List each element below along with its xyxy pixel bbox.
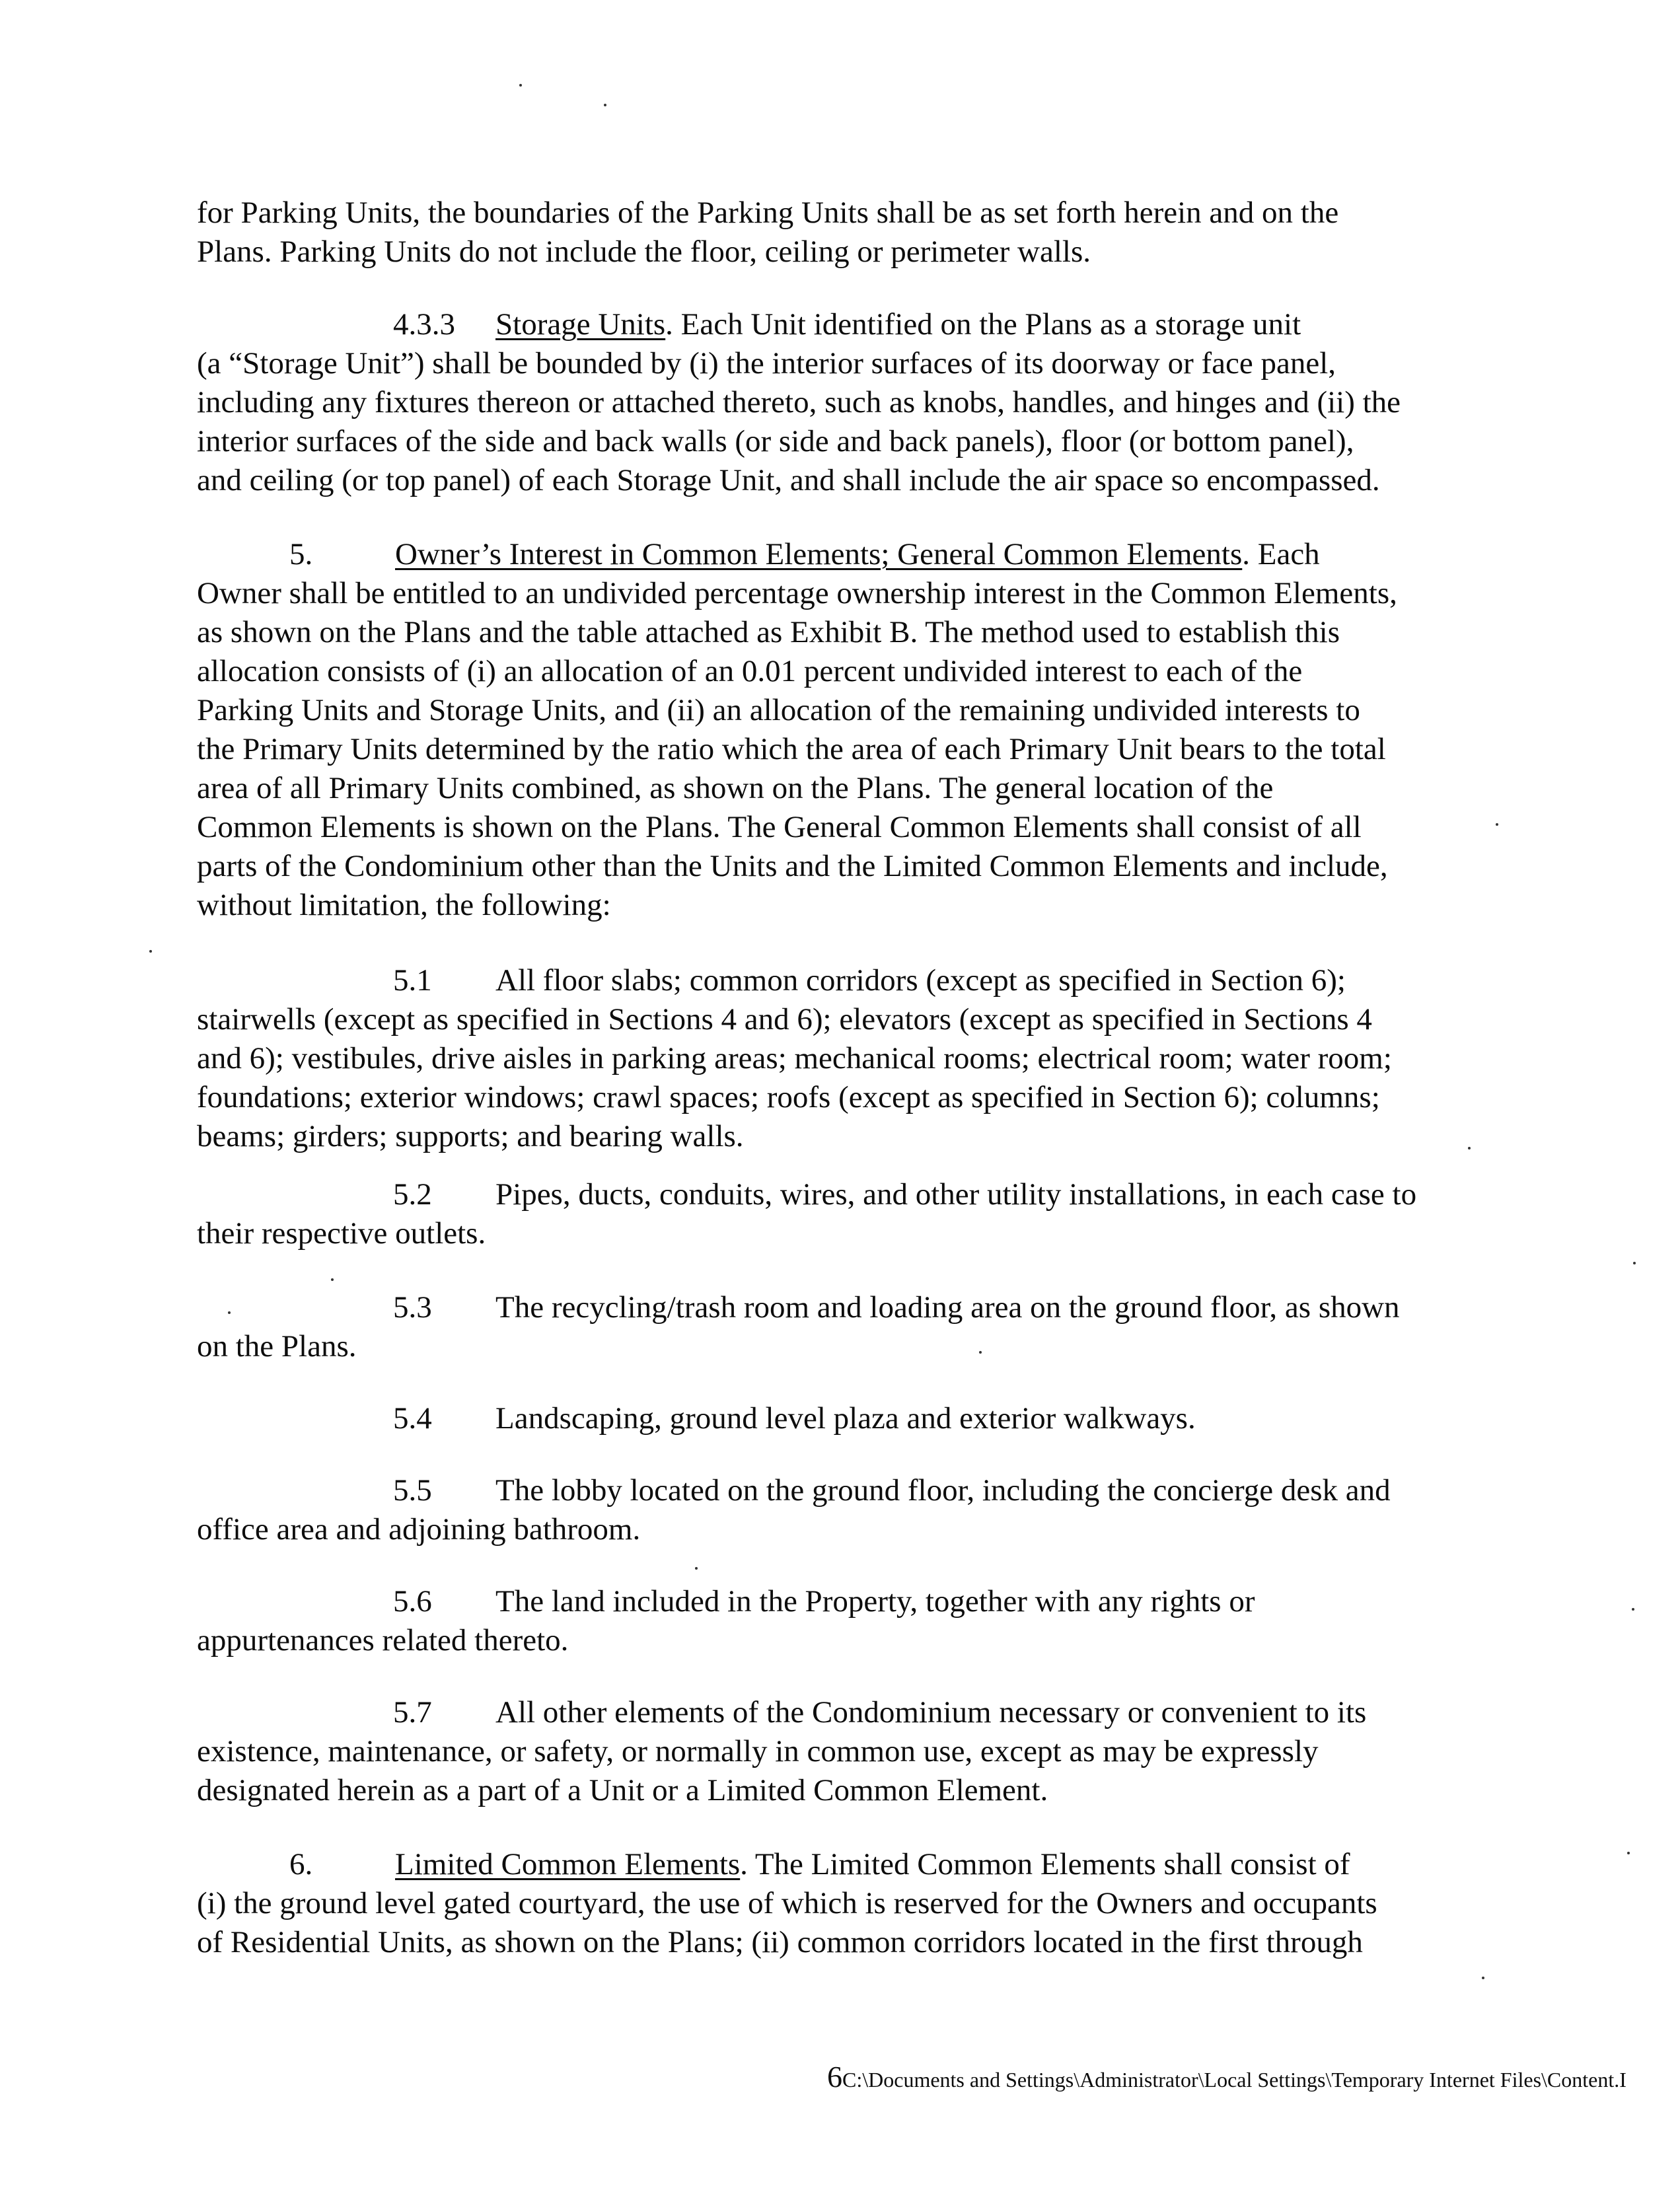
text-line: and 6); vestibules, drive aisles in parking areas; mechanical rooms; electrical room; water room; bbox=[197, 1041, 1392, 1076]
section-first-line bbox=[197, 961, 1502, 1000]
section-heading: Limited Common Elements bbox=[395, 1847, 741, 1881]
section-5-4 bbox=[197, 1399, 1502, 1438]
section-number: 6. bbox=[289, 1847, 313, 1881]
footer-file-path: C:\Documents and Settings\Administrator\Local Settings\Temporary Internet Files\Content.I bbox=[842, 2068, 1626, 2092]
section-first-line bbox=[197, 1288, 1502, 1327]
section-5-6 bbox=[197, 1582, 1502, 1660]
text-line: including any fixtures thereon or attached thereto, such as knobs, handles, and hinges and (ii) the bbox=[197, 385, 1401, 419]
section-number: 5.7 bbox=[393, 1695, 432, 1730]
scan-speck bbox=[519, 84, 522, 87]
section-number: 5.1 bbox=[393, 963, 432, 998]
section-first-line-text: Landscaping, ground level plaza and exterior walkways. bbox=[495, 1401, 1196, 1436]
text-line: appurtenances related thereto. bbox=[197, 1623, 569, 1658]
section-first-line-text: All other elements of the Condominium necessary or convenient to its bbox=[495, 1695, 1367, 1730]
section-5-1 bbox=[197, 961, 1502, 1156]
text-line: parts of the Condominium other than the Units and the Limited Common Elements and include, bbox=[197, 849, 1388, 883]
text-line: Common Elements is shown on the Plans. The General Common Elements shall consist of all bbox=[197, 810, 1362, 844]
section-4-3-3-storage-units bbox=[197, 305, 1502, 500]
text-line: beams; girders; supports; and bearing walls. bbox=[197, 1119, 744, 1153]
section-number: 5.3 bbox=[393, 1290, 432, 1325]
section-first-line bbox=[197, 1582, 1502, 1621]
page-number: 6 bbox=[827, 2060, 842, 2094]
text-line: for Parking Units, the boundaries of the Parking Units shall be as set forth herein and on the bbox=[197, 196, 1339, 230]
section-first-line-text: . The Limited Common Elements shall consist of bbox=[740, 1847, 1350, 1881]
section-first-line bbox=[197, 1471, 1502, 1510]
scan-speck bbox=[1627, 1852, 1630, 1854]
text-line: Parking Units and Storage Units, and (ii) an allocation of the remaining undivided interests to bbox=[197, 693, 1360, 727]
scan-speck bbox=[1632, 1608, 1634, 1611]
section-5-2 bbox=[197, 1175, 1502, 1253]
scan-speck bbox=[1633, 1262, 1636, 1264]
section-5-7 bbox=[197, 1693, 1502, 1810]
scan-speck bbox=[331, 1278, 334, 1281]
section-first-line-text: The lobby located on the ground floor, including the concierge desk and bbox=[495, 1473, 1391, 1508]
section-number: 5. bbox=[289, 537, 313, 571]
section-first-line bbox=[197, 1693, 1502, 1732]
section-5-3 bbox=[197, 1288, 1502, 1366]
scan-speck bbox=[1496, 823, 1498, 826]
section-number: 5.5 bbox=[393, 1473, 432, 1508]
section-6-limited-common-elements bbox=[197, 1845, 1502, 1962]
text-line: office area and adjoining bathroom. bbox=[197, 1512, 641, 1547]
section-first-line-text: The land included in the Property, together with any rights or bbox=[495, 1584, 1255, 1619]
section-first-line-text: Pipes, ducts, conduits, wires, and other utility installations, in each case to bbox=[495, 1177, 1417, 1212]
section-first-line bbox=[197, 1399, 1502, 1438]
text-line: Plans. Parking Units do not include the floor, ceiling or perimeter walls. bbox=[197, 235, 1091, 269]
scan-speck bbox=[695, 1567, 698, 1570]
text-line: and ceiling (or top panel) of each Storage Unit, and shall include the air space so encompassed. bbox=[197, 463, 1380, 497]
text-line: Owner shall be entitled to an undivided percentage ownership interest in the Common Elements, bbox=[197, 576, 1397, 610]
section-first-line-text: All floor slabs; common corridors (except as specified in Section 6); bbox=[495, 963, 1346, 998]
text-line: as shown on the Plans and the table attached as Exhibit B. The method used to establish this bbox=[197, 615, 1340, 649]
section-5-5 bbox=[197, 1471, 1502, 1549]
section-heading: Owner’s Interest in Common Elements; General Common Elements bbox=[395, 537, 1243, 571]
section-number: 5.4 bbox=[393, 1401, 432, 1436]
text-line: of Residential Units, as shown on the Plans; (ii) common corridors located in the first through bbox=[197, 1925, 1363, 1959]
text-line: their respective outlets. bbox=[197, 1216, 486, 1251]
paragraph-parking-units-continued bbox=[197, 194, 1502, 272]
text-line: stairwells (except as specified in Sections 4 and 6); elevators (except as specified in Sections 4 bbox=[197, 1002, 1372, 1037]
text-line: area of all Primary Units combined, as shown on the Plans. The general location of the bbox=[197, 771, 1274, 805]
text-line: (a “Storage Unit”) shall be bounded by (i) the interior surfaces of its doorway or face panel, bbox=[197, 346, 1336, 381]
section-first-line-text: The recycling/trash room and loading area on the ground floor, as shown bbox=[495, 1290, 1400, 1325]
text-line: allocation consists of (i) an allocation of an 0.01 percent undivided interest to each of the bbox=[197, 654, 1303, 688]
text-line: the Primary Units determined by the ratio which the area of each Primary Unit bears to the total bbox=[197, 732, 1386, 766]
section-first-line-text: . Each bbox=[1242, 537, 1320, 571]
text-line: (i) the ground level gated courtyard, the use of which is reserved for the Owners and occupants bbox=[197, 1886, 1377, 1920]
section-first-line bbox=[197, 1845, 1502, 1884]
text-line: existence, maintenance, or safety, or normally in common use, except as may be expressly bbox=[197, 1734, 1319, 1769]
section-heading: Storage Units bbox=[495, 307, 666, 342]
scan-speck bbox=[604, 104, 606, 106]
text-line: foundations; exterior windows; crawl spaces; roofs (except as specified in Section 6); columns; bbox=[197, 1080, 1380, 1114]
section-first-line bbox=[197, 305, 1502, 344]
text-line: interior surfaces of the side and back walls (or side and back panels), floor (or bottom panel), bbox=[197, 424, 1354, 458]
section-first-line bbox=[197, 1175, 1502, 1214]
page-footer bbox=[827, 2060, 1626, 2094]
section-number: 4.3.3 bbox=[393, 307, 455, 342]
text-line: on the Plans. bbox=[197, 1329, 357, 1364]
scan-speck bbox=[1482, 1977, 1484, 1979]
text-line: designated herein as a part of a Unit or a Limited Common Element. bbox=[197, 1773, 1048, 1807]
scan-speck bbox=[979, 1351, 982, 1354]
section-5-owners-interest bbox=[197, 535, 1502, 925]
section-first-line bbox=[197, 535, 1502, 574]
section-number: 5.6 bbox=[393, 1584, 432, 1619]
section-number: 5.2 bbox=[393, 1177, 432, 1212]
scan-speck bbox=[1468, 1147, 1471, 1149]
scan-speck bbox=[149, 950, 152, 953]
text-line: without limitation, the following: bbox=[197, 888, 611, 922]
scan-speck bbox=[228, 1311, 231, 1314]
section-first-line-text: . Each Unit identified on the Plans as a storage unit bbox=[665, 307, 1301, 342]
